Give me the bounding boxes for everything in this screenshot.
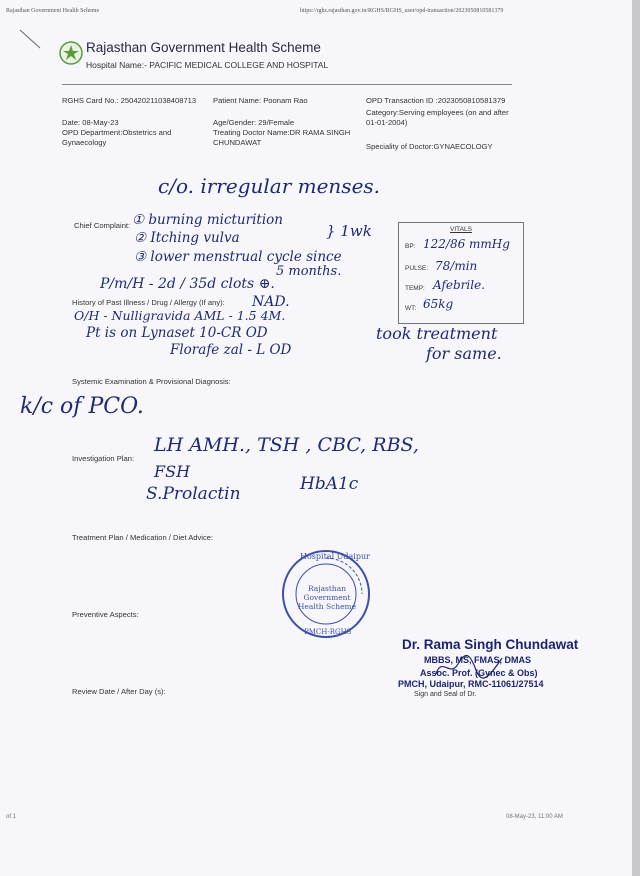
stamp-top-text: Hospital Udaipur (300, 552, 370, 561)
doctor-seal-name: Dr. Rama Singh Chundawat (402, 637, 579, 652)
visit-date: Date: 08-May-23 (62, 118, 119, 127)
category: Category:Serving employees (on and after 01-01-2004) (366, 108, 509, 127)
rghs-card-no: RGHS Card No.: 250420211038408713 (62, 96, 197, 105)
hw-nad: NAD. (252, 294, 290, 310)
browser-header-left: Rajasthan Government Health Scheme (6, 8, 100, 14)
preventive-label: Preventive Aspects: (72, 610, 139, 619)
hw-investigation-3: S.Prolactin (146, 484, 241, 504)
chief-complaint-label: Chief Complaint: (74, 221, 131, 230)
patient-name: Patient Name: Poonam Rao (213, 96, 308, 105)
hw-complaint-heading: c/o. irregular menses. (158, 174, 381, 198)
hw-investigation-4: HbA1c (300, 474, 359, 494)
vitals-title: VITALS (450, 226, 472, 233)
browser-header-url: https://rghs.rajasthan.gov.in/RGHS/RGHS_user/opd-transaction/2023050810581379 (300, 8, 504, 14)
hw-known-case: k/c of PCO. (20, 394, 144, 419)
hw-for-same: for same. (426, 344, 502, 363)
hw-medication-1: Pt is on Lynaset 10-CR OD (86, 325, 268, 341)
footer-page: of 1 (6, 814, 17, 820)
rghs-logo-icon (58, 40, 84, 66)
hw-menstrual-history: P/m/H - 2d / 35d clots ⊕. (100, 276, 275, 292)
treatment-label: Treatment Plan / Medication / Diet Advice: (72, 533, 214, 542)
history-label: History of Past Illness / Drug / Allergy (If any): (72, 298, 225, 307)
hw-months: 5 months. (276, 264, 342, 279)
pulse-label: PULSE: (405, 265, 429, 272)
doctor-seal-degree: MBBS, MS, FMAS, DMAS (424, 655, 531, 665)
opd-transaction-id: OPD Transaction ID :2023050810581379 (366, 96, 506, 105)
vitals-box (398, 222, 524, 324)
stamp-bottom-text: PMCH-RGHS (304, 628, 352, 636)
hw-complaint-3: ③ lower menstrual cycle since (134, 249, 342, 265)
hw-medication-2: Florafe zal - L OD (170, 342, 292, 358)
hw-complaint-2: ② Itching vulva (134, 230, 240, 246)
hw-investigation-2: FSH (154, 462, 191, 481)
hw-complaint-1: ① burning micturition (132, 212, 283, 228)
temp-value: Afebrile. (433, 278, 486, 292)
review-date-label: Review Date / After Day (s): (72, 687, 166, 696)
hospital-name: Hospital Name:- PACIFIC MEDICAL COLLEGE AND HOSPITAL (86, 60, 329, 70)
age-gender: Age/Gender: 29/Female (213, 118, 295, 127)
signature-scribble-icon (432, 650, 512, 680)
bp-label: BP: (405, 243, 416, 250)
sign-and-seal-label: Sign and Seal of Dr. (414, 691, 477, 698)
hw-took-treatment: took treatment (376, 324, 498, 343)
doctor-speciality: Speciality of Doctor:GYNAECOLOGY (366, 142, 493, 151)
doctor-seal-reg: PMCH, Udaipur, RMC-11061/27514 (398, 679, 544, 689)
hw-obstetric-history: O/H - Nulligravida AML - 1.5 4M. (74, 308, 286, 323)
scheme-title: Rajasthan Government Health Scheme (86, 40, 321, 55)
investigation-label: Investigation Plan: (72, 454, 135, 463)
footer-timestamp: 08-May-23, 11:00 AM (506, 814, 563, 820)
hw-investigation-1: LH AMH., TSH , CBC, RBS, (154, 434, 419, 456)
hw-duration: } 1wk (326, 222, 372, 240)
opd-department: OPD Department:Obstetrics and Gynaecology (62, 128, 172, 147)
pulse-value: 78/min (435, 259, 478, 273)
header-divider (62, 84, 512, 85)
fold-mark-icon (18, 28, 42, 52)
weight-value: 65kg (423, 297, 454, 311)
stamp-center-text: Rajasthan Government Health Scheme (297, 584, 357, 611)
doctor-seal-post: Assoc. Prof. (Gynec & Obs) (420, 668, 538, 678)
systemic-exam-label: Systemic Examination & Provisional Diagnosis: (72, 377, 231, 386)
treating-doctor: Treating Doctor Name:DR RAMA SINGH CHUNDAWAT (213, 128, 351, 147)
bp-value: 122/86 mmHg (423, 237, 510, 251)
weight-label: WT: (405, 305, 417, 312)
temp-label: TEMP: (405, 285, 425, 292)
